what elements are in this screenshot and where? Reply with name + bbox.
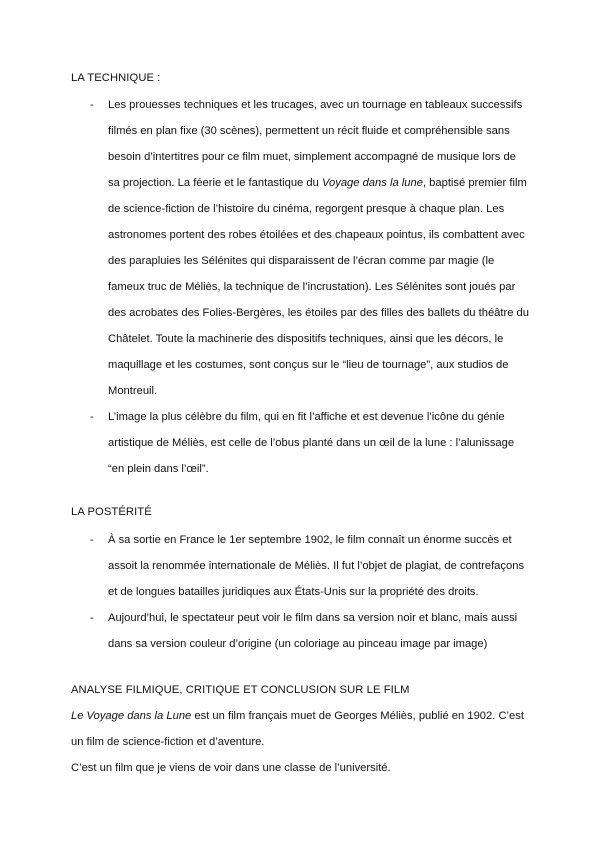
film-title: Le Voyage dans la Lune [71,710,192,722]
text-line [108,170,544,196]
text-line: assoit la renommée internationale de Méliès. Il fut l’objet de plagiat, de contrefaçons [108,560,525,572]
technique-item-2 [108,404,544,482]
analyse-line [71,710,551,722]
text-line: À sa sortie en France le 1er septembre 1902, le film connaît un énorme succès et [108,534,512,546]
film-title: Voyage dans la lune [321,177,423,189]
text-segment: sa projection. La féerie et le fantastique du [108,177,322,189]
text-line: “en plein dans l’œil”. [108,463,209,475]
section-heading-posterite: LA POSTÉRITÉ [71,506,152,518]
text-segment: , baptisé premier film [422,177,527,189]
text-line: des acrobates des Folies-Bergères, les étoiles par des filles des ballets du théâtre du [108,307,530,319]
text-line: maquillage et les costumes, sont conçus sur le “lieu de tournage”, aux studios de [108,359,509,371]
analyse-line: C’est un film que je viens de voir dans une classe de l’université. [71,762,391,774]
bullet-marker: - [90,612,94,624]
text-line: artistique de Méliès, est celle de l’obus planté dans un œil de la lune : l’alunissage [108,437,515,449]
text-line: dans sa version couleur d’origine (un coloriage au pinceau image par image) [108,638,488,650]
posterite-item-2 [108,605,544,657]
text-line: besoin d’intertitres pour ce film muet, simplement accompagné de musique lors de [108,151,516,163]
text-line: des parapluies les Sélénites qui disparaissent de l’écran comme par magie (le [108,255,495,267]
text-line: Les prouesses techniques et les trucages, avec un tournage en tableaux successifs [108,99,523,111]
technique-item-1 [108,92,544,404]
section-heading-technique: LA TECHNIQUE : [71,72,161,84]
text-line: Montreuil. [108,385,158,397]
section-heading-analyse: ANALYSE FILMIQUE, CRITIQUE ET CONCLUSION SUR LE FILM [71,684,410,696]
text-line: et de longues batailles juridiques aux États-Unis sur la propriété des droits. [108,586,479,598]
text-line: Châtelet. Toute la machinerie des dispositifs techniques, ainsi que les décors, le [108,333,504,345]
bullet-marker: - [90,411,94,423]
text-line: L’image la plus célèbre du film, qui en fit l’affiche et est devenue l’icône du génie [108,411,505,423]
text-line: astronomes portent des robes étoilées et des chapeaux pointus, ils combattent avec [108,229,525,241]
text-line: de science-fiction de l’histoire du cinéma, regorgent presque à chaque plan. Les [108,203,505,215]
text-segment: est un film français muet de Georges Méliès, publié en 1902. C’est [191,710,524,722]
analyse-line: un film de science-fiction et d’aventure. [71,736,265,748]
bullet-marker: - [90,534,94,546]
posterite-item-1 [108,527,544,605]
text-line: Aujourd’hui, le spectateur peut voir le film dans sa version noir et blanc, mais aussi [108,612,518,624]
bullet-marker: - [90,99,94,111]
text-line: fameux truc de Méliès, la technique de l’incrustation). Les Sélénites sont joués par [108,281,516,293]
text-line: filmés en plan fixe (30 scènes), permettent un récit fluide et compréhensible sans [108,125,510,137]
